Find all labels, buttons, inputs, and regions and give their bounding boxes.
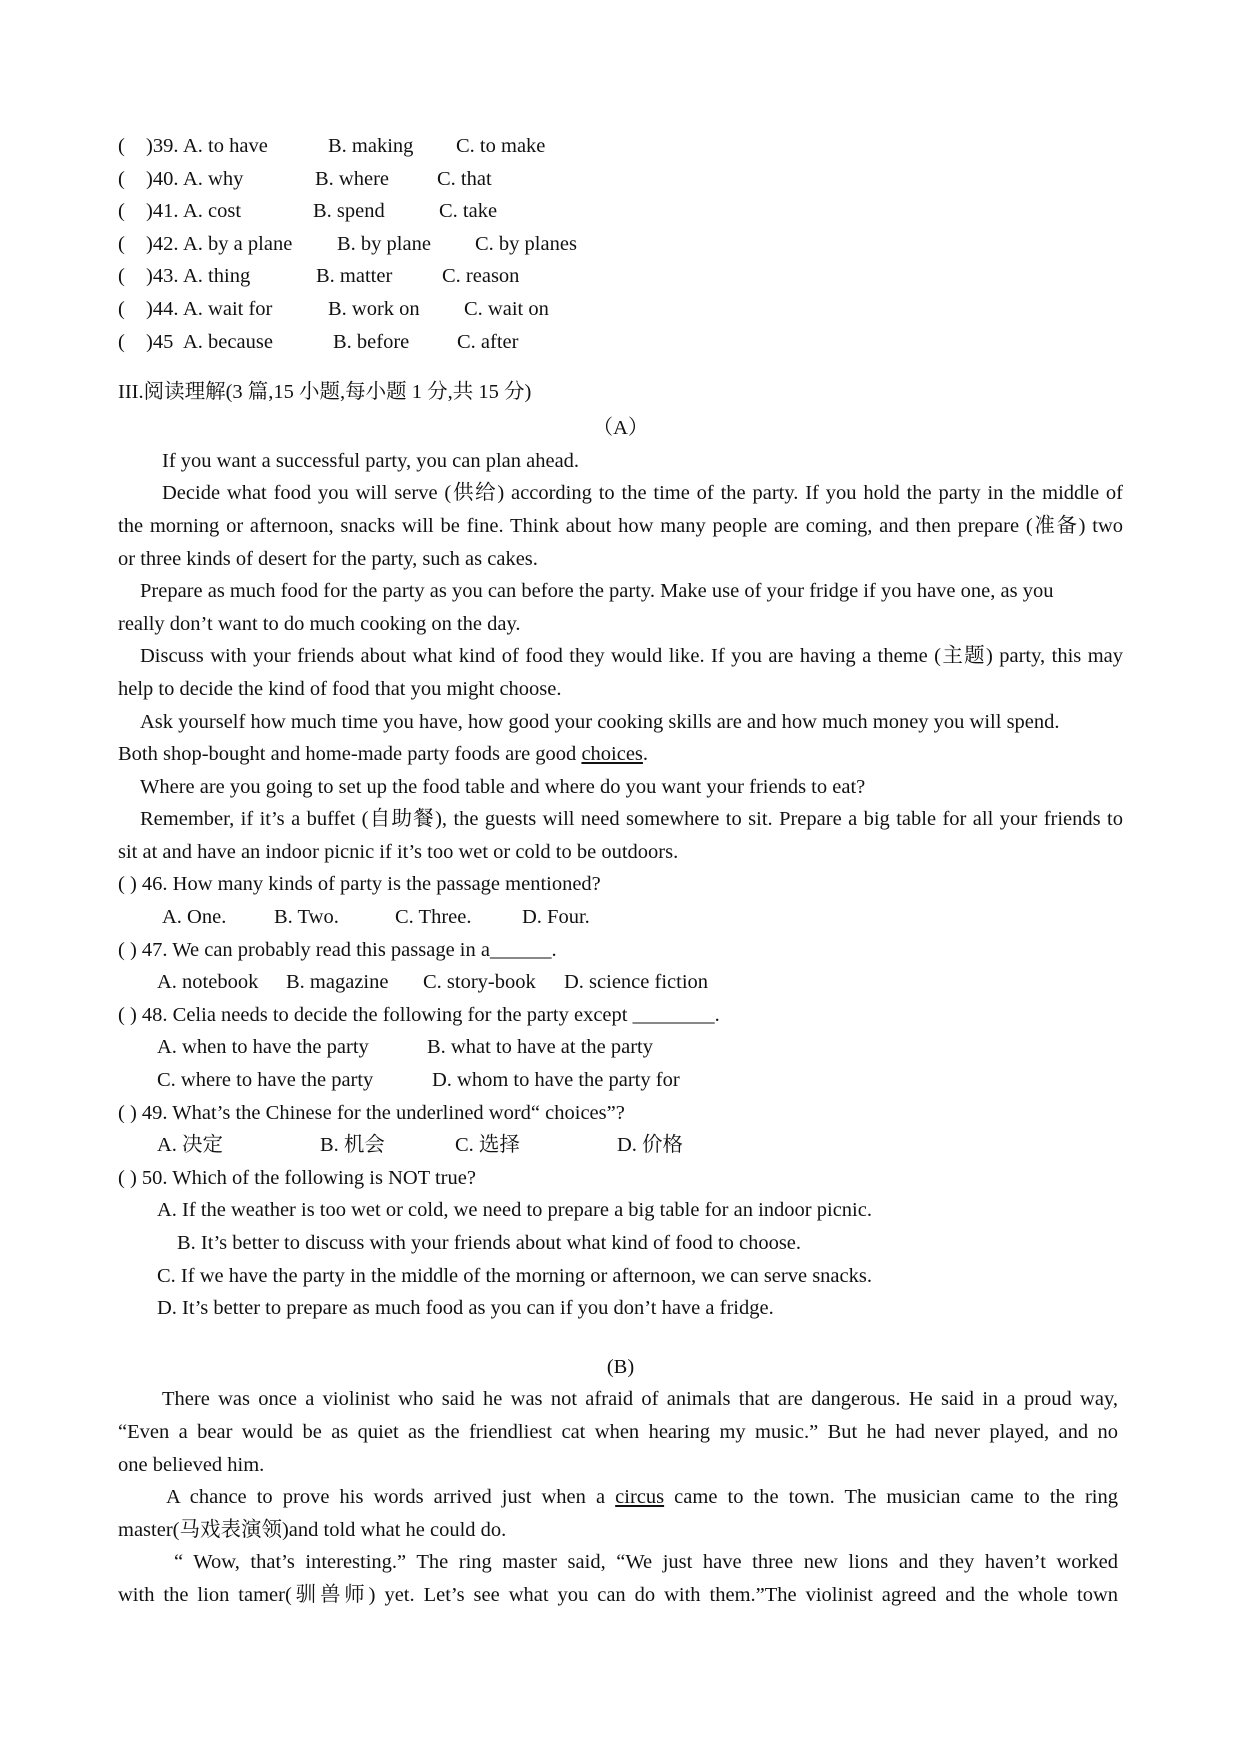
option-d[interactable]: D. science fiction [564, 971, 709, 994]
passage-line: There was once a violinist who said he was not afraid of animals that are dangerous. He said in a proud way, [162, 1388, 1118, 1411]
option-c[interactable]: C. 选择 [455, 1134, 520, 1157]
exam-page [118, 130, 1123, 1612]
question-number: )39. [146, 135, 179, 157]
answer-blank[interactable]: ( [118, 297, 125, 320]
option-d[interactable]: D. 价格 [617, 1134, 684, 1157]
passage-line: Where are you going to set up the food table and where do you want your friends to eat? [140, 775, 866, 798]
section-title: III.阅读理解(3 篇,15 小题,每小题 1 分,共 15 分) [118, 381, 532, 404]
question-47-options [118, 966, 1123, 999]
question-47: ( ) 47. We can probably read this passage in a______. [118, 938, 557, 961]
passage-line: “ Wow, that’s interesting.” The ring master said, “We just have three new lions and they haven’t worked [174, 1551, 1118, 1574]
option-a[interactable]: A. notebook [157, 971, 259, 994]
passage-a-label: （A） [592, 417, 649, 440]
question-50-option-c[interactable]: C. If we have the party in the middle of the morning or afternoon, we can serve snacks. [157, 1264, 872, 1287]
passage-line: If you want a successful party, you can plan ahead. [162, 449, 580, 472]
cloze-option-43 [118, 260, 1123, 293]
option-a: A. to have [183, 135, 268, 157]
option-a: A. because [183, 330, 273, 353]
question-number: )41. [146, 200, 179, 223]
question-49-options [118, 1129, 1123, 1162]
option-c[interactable]: C. Three. [395, 906, 472, 929]
passage-line: help to decide the kind of food that you might choose. [118, 677, 562, 700]
option-c: C. after [457, 330, 519, 353]
passage-line: the morning or afternoon, snacks will be fine. Think about how many people are coming, and then prepare (准备) two [118, 514, 1123, 537]
question-number: )42. [146, 232, 179, 255]
answer-blank[interactable]: ( [118, 330, 125, 353]
passage-line: one believed him. [118, 1453, 265, 1476]
cloze-option-41 [118, 195, 1123, 228]
question-48: ( ) 48. Celia needs to decide the following for the party except ________. [118, 1003, 720, 1026]
question-number: )43. [146, 265, 179, 288]
option-c[interactable]: C. where to have the party [157, 1069, 374, 1092]
answer-blank[interactable]: ( [118, 232, 125, 255]
option-b: B. matter [316, 265, 393, 288]
question-48-options-row2 [118, 1064, 1123, 1097]
option-c: C. wait on [464, 297, 549, 320]
option-a: A. why [183, 167, 244, 190]
cloze-option-42 [118, 228, 1123, 261]
option-b: B. making [328, 135, 414, 157]
passage-line: master(马戏表演领)and told what he could do. [118, 1518, 507, 1541]
cloze-option-45 [118, 326, 1123, 359]
option-b[interactable]: B. magazine [286, 971, 389, 994]
option-c[interactable]: C. story-book [423, 971, 536, 994]
underlined-word: choices [581, 743, 643, 766]
answer-blank[interactable]: ( [118, 135, 125, 157]
passage-line: Remember, if it’s a buffet (自助餐), the guests will need somewhere to sit. Prepare a big table for all your friends to [140, 808, 1123, 831]
question-50: ( ) 50. Which of the following is NOT true? [118, 1166, 476, 1189]
option-c: C. to make [456, 135, 546, 157]
passage-line: Both shop-bought and home-made party foods are good choices. [118, 743, 649, 766]
passage-line: Ask yourself how much time you have, how good your cooking skills are and how much money you will spend. [140, 710, 1060, 733]
passage-line: Prepare as much food for the party as you can before the party. Make use of your fridge if you have one, as you [140, 580, 1054, 603]
passage-b-body [118, 1383, 1118, 1611]
underlined-word: circus [615, 1486, 665, 1509]
passage-line: Decide what food you will serve (供给) according to the time of the party. If you hold the party in the middle of [162, 482, 1123, 505]
passage-a-body [118, 445, 1123, 869]
passage-line: really don’t want to do much cooking on the day. [118, 612, 521, 635]
option-a: A. cost [183, 200, 242, 223]
option-b: B. where [315, 167, 390, 190]
option-b: B. by plane [337, 232, 431, 255]
passage-line: “Even a bear would be as quiet as the friendliest cat when hearing my music.” But he had never played, and no [118, 1420, 1118, 1443]
option-c: C. take [439, 200, 498, 223]
option-a[interactable]: A. One. [162, 906, 227, 929]
passage-line: sit at and have an indoor picnic if it’s too wet or cold to be outdoors. [118, 840, 679, 863]
cloze-option-40 [118, 163, 1123, 196]
cloze-options-list [118, 130, 1123, 358]
passage-b-label: (B) [606, 1355, 635, 1378]
question-number: )44. [146, 297, 179, 320]
option-a[interactable]: A. when to have the party [157, 1036, 369, 1059]
question-50-option-d[interactable]: D. It’s better to prepare as much food as you can if you don’t have a fridge. [157, 1297, 774, 1320]
answer-blank[interactable]: ( [118, 265, 125, 288]
option-d[interactable]: D. whom to have the party for [432, 1069, 680, 1092]
option-c: C. reason [442, 265, 520, 288]
passage-line: with the lion tamer(驯兽师) yet. Let’s see what you can do with them.”The violinist agreed and the whole town [118, 1583, 1118, 1606]
question-number: )45 [146, 330, 174, 353]
question-50-option-b[interactable]: B. It’s better to discuss with your friends about what kind of food to choose. [177, 1232, 802, 1254]
cloze-option-39 [118, 130, 1123, 163]
option-b[interactable]: B. Two. [274, 906, 339, 929]
option-a: A. thing [183, 265, 251, 288]
option-a: A. wait for [183, 297, 273, 320]
question-number: )40. [146, 167, 179, 190]
option-d[interactable]: D. Four. [522, 906, 590, 929]
question-46: ( ) 46. How many kinds of party is the passage mentioned? [118, 873, 601, 896]
option-c: C. that [437, 167, 492, 190]
answer-blank[interactable]: ( [118, 200, 125, 223]
option-c: C. by planes [475, 232, 577, 255]
cloze-option-44 [118, 293, 1123, 326]
question-50-option-a[interactable]: A. If the weather is too wet or cold, we need to prepare a big table for an indoor picnic. [157, 1199, 872, 1222]
questions-a [118, 868, 1123, 1324]
passage-line: A chance to prove his words arrived just when a circus came to the town. The musician came to the ring [166, 1486, 1118, 1509]
question-46-options [118, 901, 1123, 934]
passage-line: or three kinds of desert for the party, such as cakes. [118, 547, 538, 570]
option-b: B. spend [313, 200, 385, 223]
option-b[interactable]: B. what to have at the party [427, 1036, 654, 1059]
passage-line: Discuss with your friends about what kind of food they would like. If you are having a theme (主题) party, this may [140, 645, 1123, 668]
option-b[interactable]: B. 机会 [320, 1134, 385, 1157]
answer-blank[interactable]: ( [118, 167, 125, 190]
option-b: B. work on [328, 297, 420, 320]
option-a[interactable]: A. 决定 [157, 1134, 224, 1157]
option-b: B. before [333, 330, 410, 353]
option-a: A. by a plane [183, 232, 293, 255]
question-49: ( ) 49. What’s the Chinese for the underlined word“ choices”? [118, 1101, 625, 1124]
question-48-options-row1 [118, 1031, 1123, 1064]
